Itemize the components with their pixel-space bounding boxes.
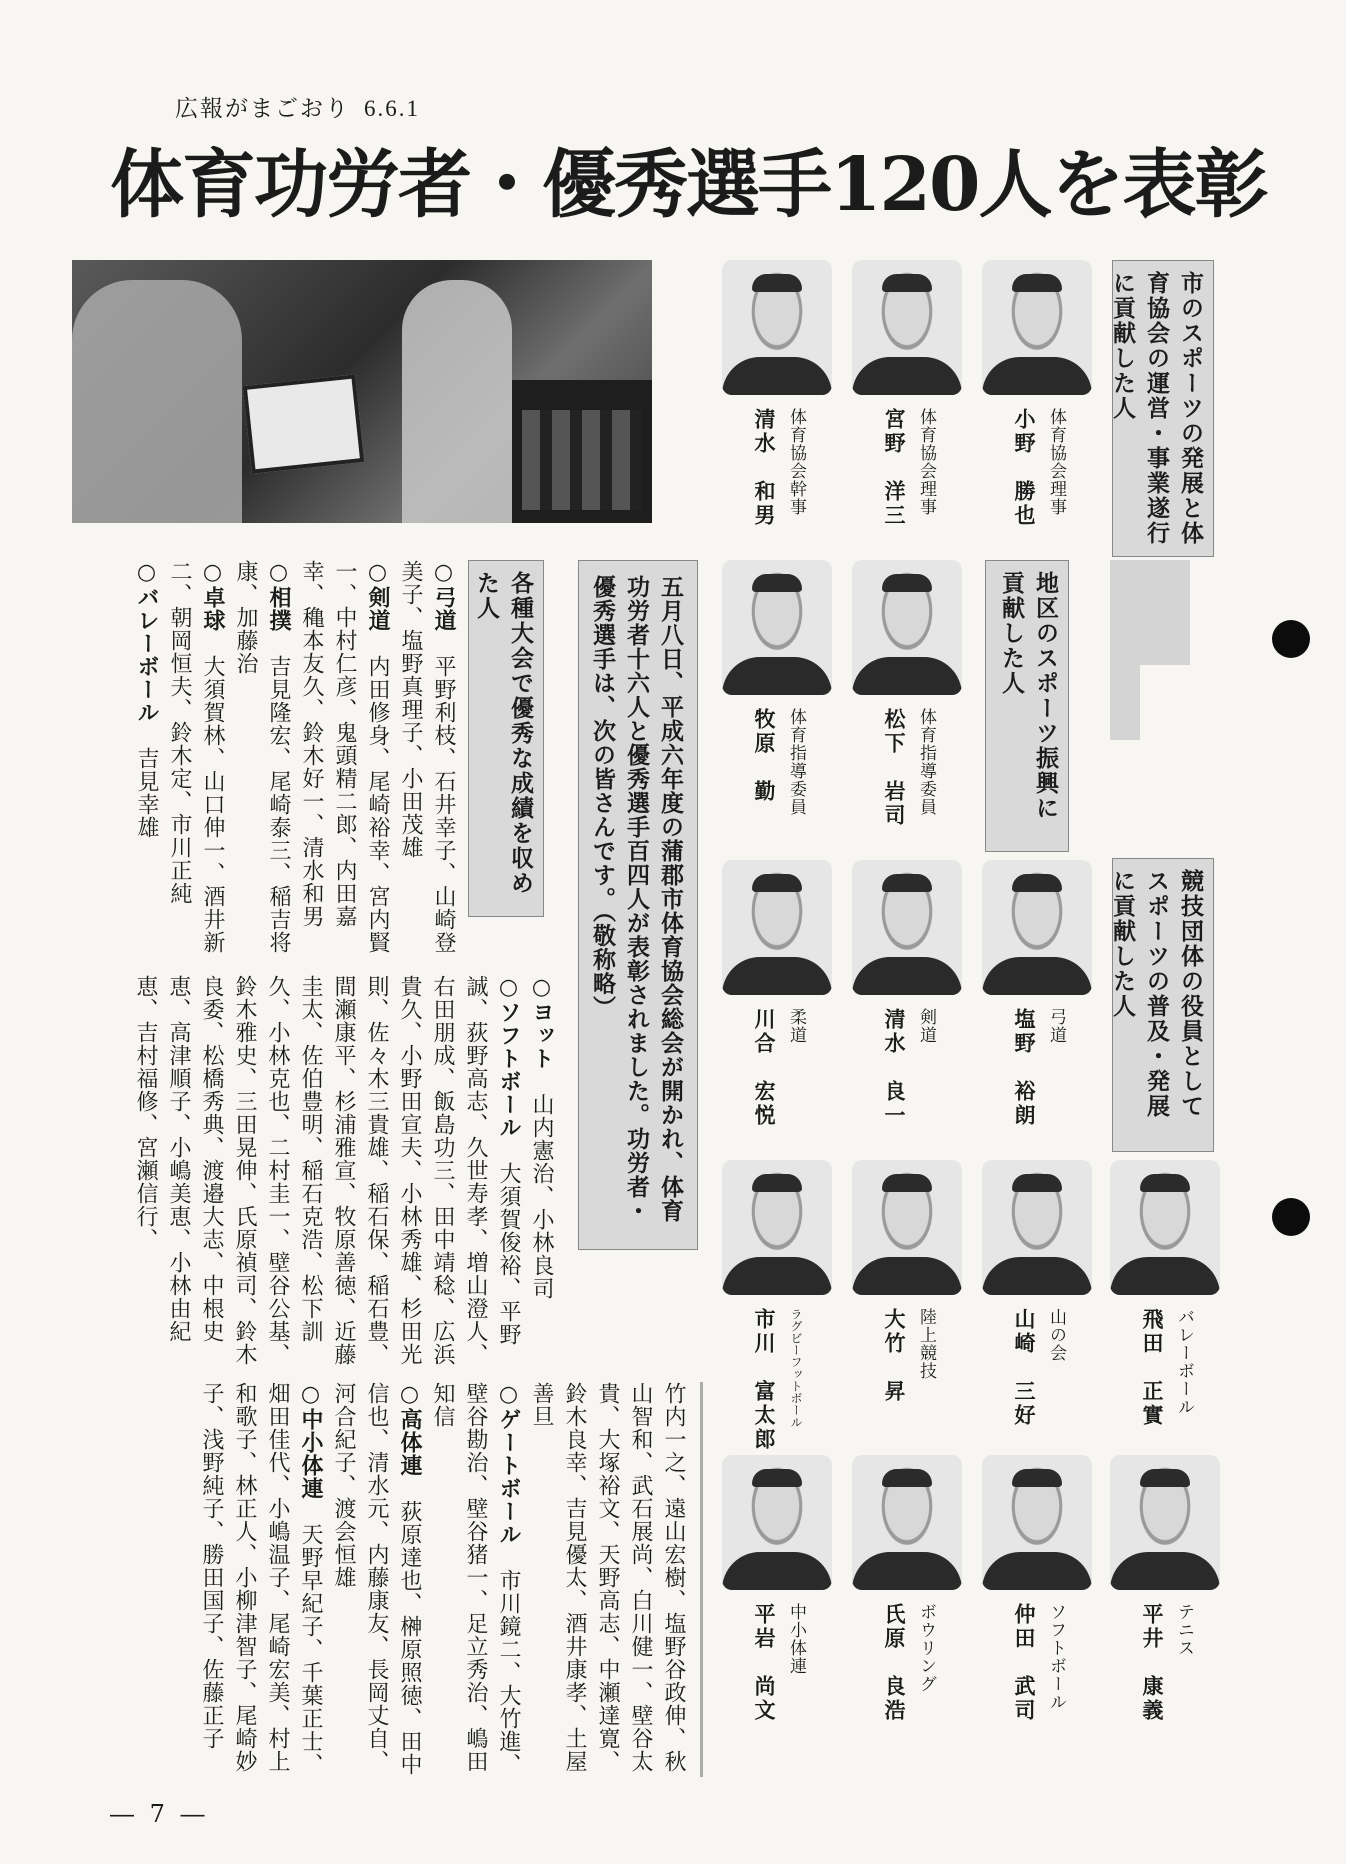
person-role: 弓道 xyxy=(1046,1008,1066,1044)
award-sport-label: ○弓道 xyxy=(431,560,456,632)
award-names: 山内憲治、小林良司 xyxy=(529,1070,554,1300)
award-entry xyxy=(529,975,554,1300)
person-name: 清水 良一 xyxy=(882,1008,906,1128)
binder-hole xyxy=(1272,1198,1310,1236)
award-entry xyxy=(299,560,390,954)
person-role: ボウリング xyxy=(916,1603,936,1693)
award-names: 大須賀林、山口伸一、酒井新二、朝岡恒夫、鈴木定、市川正純 xyxy=(167,560,225,954)
portrait-caption xyxy=(872,708,952,858)
award-entry xyxy=(199,1382,323,1776)
award-entry xyxy=(233,560,291,954)
portrait-photo xyxy=(852,1160,962,1295)
award-names: 吉見隆宏、尾崎泰三、稲吉将康、加藤治 xyxy=(233,560,291,954)
portrait-caption xyxy=(742,408,822,558)
category-admin: 市のスポーツの発展と体育協会の運営・事業遂行に貢献した人 xyxy=(1112,260,1214,557)
publication-name: 広報がまごおり xyxy=(175,96,350,122)
portrait-caption xyxy=(872,1008,952,1158)
portrait-caption xyxy=(1002,408,1082,558)
person-name: 塩野 裕朗 xyxy=(1012,1008,1036,1128)
award-entry xyxy=(331,1382,422,1776)
award-sport-label: ○ヨット xyxy=(529,975,554,1070)
binder-hole xyxy=(1272,620,1310,658)
portrait-photo xyxy=(722,1455,832,1590)
person-role: 中小体連 xyxy=(786,1603,806,1675)
award-sport-label: ○卓球 xyxy=(200,560,225,632)
category-local: 地区のスポーツ振興に貢献した人 xyxy=(985,560,1069,852)
category-org: 競技団体の役員としてスポーツの普及・発展に貢献した人 xyxy=(1112,858,1214,1152)
portrait-photo xyxy=(722,860,832,995)
person-name: 宮野 洋三 xyxy=(882,408,906,528)
portrait-caption xyxy=(1002,1008,1082,1158)
award-names: 竹内一之、遠山宏樹、塩野谷政伸、秋山智和、武石展尚、白川健一、壁谷太貴、大塚裕文、天野高志、中瀬達寛、鈴木良幸、吉見優太、酒井康孝、土屋善旦 xyxy=(529,1382,686,1773)
award-entry xyxy=(134,560,159,839)
portrait-photo xyxy=(982,1160,1092,1295)
person-name: 氏原 良浩 xyxy=(882,1603,906,1723)
portrait-photo xyxy=(722,260,832,395)
portrait-photo xyxy=(982,860,1092,995)
person-name: 山崎 三好 xyxy=(1012,1308,1036,1428)
person-role: 体育協会幹事 xyxy=(786,408,806,516)
award-sport-label: ○中小体連 xyxy=(298,1382,323,1500)
person-role: ラグビーフットボール xyxy=(789,1308,803,1428)
issue-date: 6.6.1 xyxy=(364,96,420,121)
person-name: 川合 宏悦 xyxy=(752,1008,776,1128)
award-entry xyxy=(167,560,225,954)
portrait-photo xyxy=(852,1455,962,1590)
portrait-caption xyxy=(742,1308,822,1458)
portrait-caption xyxy=(872,1603,952,1753)
awards-list-lower xyxy=(110,1382,690,1777)
person-name: 松下 岩司 xyxy=(882,708,906,828)
award-sport-label: ○ソフトボール xyxy=(496,975,521,1139)
portrait-caption xyxy=(1002,1603,1082,1753)
award-names: 荻原達也、榊原照徳、田中信也、清水元、内藤康友、長岡丈自、河合紀子、渡会恒雄 xyxy=(331,1382,422,1776)
person-name: 飛田 正實 xyxy=(1140,1308,1164,1428)
person-role: 体育指導委員 xyxy=(916,708,936,816)
award-entry xyxy=(529,1382,686,1773)
award-sport-label: ○高体連 xyxy=(397,1382,422,1477)
award-sport-label: ○バレーボール xyxy=(134,560,159,724)
person-name: 清水 和男 xyxy=(752,408,776,528)
portrait-caption xyxy=(742,708,822,858)
portrait-caption xyxy=(872,408,952,558)
award-entry xyxy=(430,1382,521,1776)
award-names: 大須賀俊裕、平野誠、荻野高志、久世寿孝、増山澄人、右田朋成、飯島功三、田中靖稔、広浜貴久、小野田宣夫、小林秀雄、杉田光則、佐々木三貴雄、稲石保、稲石豊、間瀬康平、杉浦雅宣、牧原善徳、近藤圭太、佐伯豊明、稲石克浩、松下訓久、小林克也、二村圭一、壁谷公基、鈴木雅史、三田晃伸、氏原禎司、鈴木良委、松橋秀典、渡邉大志、中根史恵、高津順子、小嶋美恵、小林由紀恵、吉村福修、宮瀬信行、 xyxy=(133,975,521,1366)
person-role: 体育協会理事 xyxy=(1046,408,1066,516)
award-names: 吉見幸雄 xyxy=(134,724,159,839)
portrait-caption xyxy=(1130,1603,1210,1753)
portrait-caption xyxy=(742,1603,822,1753)
person-role: 剣道 xyxy=(916,1008,936,1044)
lead-paragraph: 五月八日、平成六年度の蒲郡市体育協会総会が開かれ、体育功労者十六人と優秀選手百四人が表彰されました。功労者・優秀選手は、次の皆さんです。（敬称略） xyxy=(578,560,698,1250)
portrait-caption xyxy=(742,1008,822,1158)
awards-list-upper-right xyxy=(133,975,558,1370)
person-role: 体育協会理事 xyxy=(916,408,936,516)
portrait-photo xyxy=(852,260,962,395)
award-names: 内田修身、尾崎裕幸、宮内賢一、中村仁彦、鬼頭精二郎、内田嘉幸、穐本友久、鈴木好一、清水和男 xyxy=(299,560,390,954)
award-names: 平野利枝、石井幸子、山崎登美子、塩野真理子、小田茂雄 xyxy=(398,560,456,954)
masthead xyxy=(175,90,420,123)
person-role: 体育指導委員 xyxy=(786,708,806,816)
person-name: 平岩 尚文 xyxy=(752,1603,776,1723)
portrait-photo xyxy=(1110,1160,1220,1295)
person-role: 柔道 xyxy=(786,1008,806,1044)
person-name: 市川 富太郎 xyxy=(752,1308,776,1452)
award-entry xyxy=(133,975,521,1366)
portrait-photo xyxy=(1110,1455,1220,1590)
person-name: 大竹 昇 xyxy=(882,1308,906,1404)
person-name: 仲田 武司 xyxy=(1012,1603,1036,1723)
ceremony-photo xyxy=(72,260,652,523)
portrait-photo xyxy=(852,560,962,695)
portrait-caption xyxy=(1130,1308,1210,1458)
award-sport-label: ○ゲートボール xyxy=(496,1382,521,1546)
person-role: テニス xyxy=(1174,1603,1194,1657)
page-title: 体育功労者・優秀選手120人を表彰 xyxy=(110,142,1267,228)
award-entry xyxy=(398,560,456,954)
award-sport-label: ○相撲 xyxy=(266,560,291,632)
page-number: ― 7 ― xyxy=(110,1800,209,1828)
portrait-photo xyxy=(982,1455,1092,1590)
portrait-photo xyxy=(722,1160,832,1295)
award-sport-label: ○剣道 xyxy=(365,560,390,632)
person-role: バレーボール xyxy=(1174,1308,1194,1416)
category-athletes: 各種大会で優秀な成績を収めた人 xyxy=(468,560,544,917)
award-names: 天野早紀子、千葉正士、畑田佳代、小嶋温子、尾崎宏美、村上和歌子、林正人、小柳津智子、尾崎妙子、浅野純子、勝田国子、佐藤正子 xyxy=(199,1382,323,1776)
portrait-photo xyxy=(722,560,832,695)
awards-list-upper-left xyxy=(110,560,460,960)
portrait-caption xyxy=(872,1308,952,1458)
person-name: 平井 康義 xyxy=(1140,1603,1164,1723)
person-name: 小野 勝也 xyxy=(1012,408,1036,528)
portrait-caption xyxy=(1002,1308,1082,1458)
portrait-photo xyxy=(982,260,1092,395)
person-role: 山の会 xyxy=(1046,1308,1066,1362)
person-role: 陸上競技 xyxy=(916,1308,936,1380)
person-role: ソフトボール xyxy=(1046,1603,1066,1711)
award-names: 市川鏡二、大竹進、壁谷勘治、壁谷猪一、足立秀治、嶋田知信 xyxy=(430,1382,521,1776)
person-name: 牧原 勤 xyxy=(752,708,776,804)
portrait-photo xyxy=(852,860,962,995)
